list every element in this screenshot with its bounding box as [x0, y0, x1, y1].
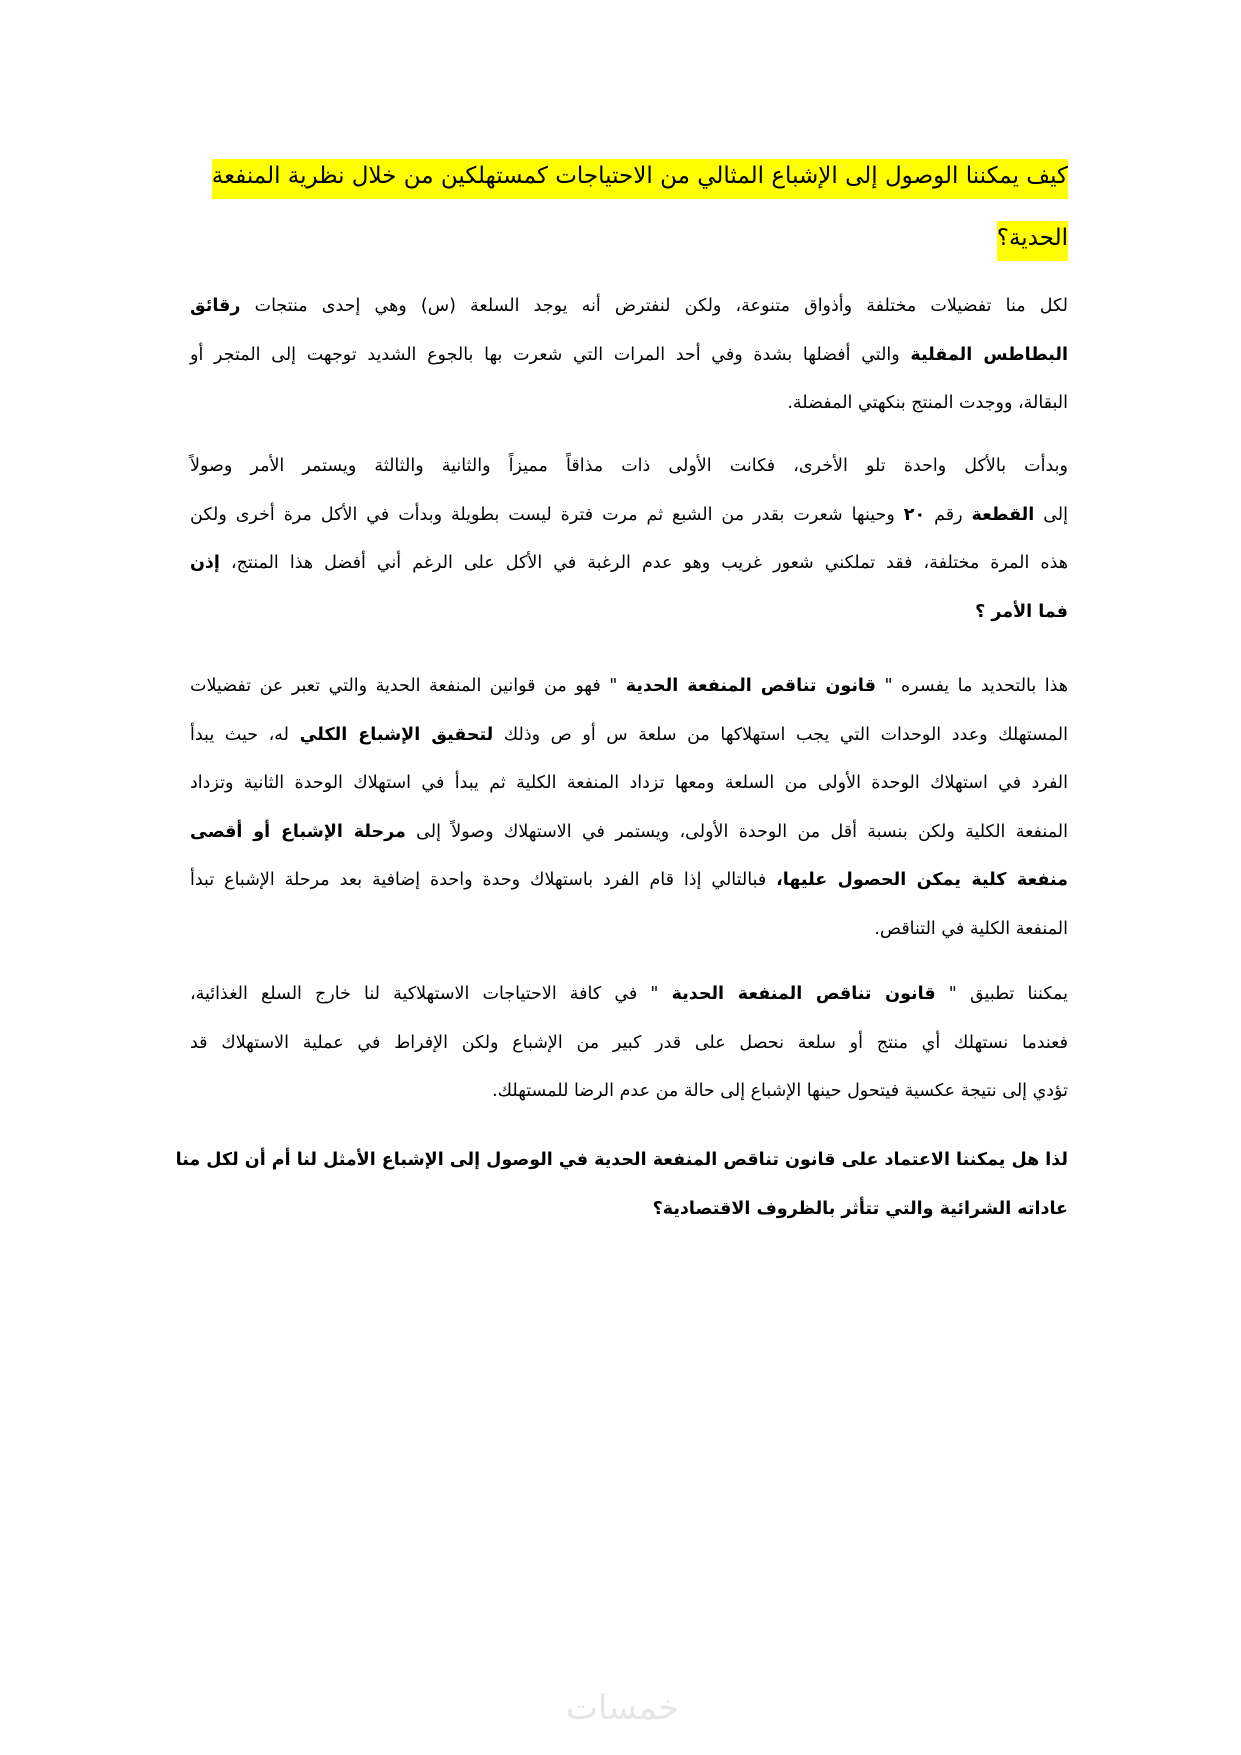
text-segment: إلى	[1034, 504, 1068, 525]
title-line-text: كيف يمكننا الوصول إلى الإشباع المثالي من الاحتياجات كمستهلكين من خلال نظرية المنفعة	[212, 159, 1068, 199]
text-segment: له، حيث يبدأ	[190, 724, 300, 745]
text-line	[190, 979, 1068, 1028]
text-line	[190, 1028, 1068, 1077]
text-segment: والتي أفضلها بشدة وفي أحد المرات التي شعرت بها بالجوع الشديد توجهت إلى المتجر أو	[190, 344, 911, 365]
text-segment: الفرد في استهلاك الوحدة الأولى من السلعة ومعها تزداد المنفعة الكلية ثم يبدأ في استهلاك الوحدة الثانية وتزداد	[190, 773, 1068, 793]
text-segment: وبدأت بالأكل واحدة تلو الأخرى، فكانت الأولى ذات مذاقاً مميزاً والثانية والثالثة ويستمر الأمر وصولاً	[190, 456, 1068, 476]
bold-text: قانون تناقص المنفعة الحدية	[671, 984, 936, 1004]
text-segment: هذه المرة مختلفة، فقد تملكني شعور غريب وهو عدم الرغبة في الأكل على الرغم أني أفضل هذا المنتج،	[219, 553, 1068, 573]
text-segment: فبالتالي إذا قام الفرد باستهلاك وحدة واحدة إضافية بعد مرحلة الإشباع تبدأ	[190, 870, 777, 890]
text-line	[190, 388, 1068, 437]
text-line	[190, 865, 1068, 914]
bold-text: قانون تناقص المنفعة الحدية	[625, 676, 876, 696]
text-line	[190, 671, 1068, 720]
text-line	[190, 451, 1068, 500]
bold-text: مرحلة الإشباع أو أقصى	[190, 821, 406, 842]
text-line	[175, 1145, 1068, 1194]
bold-text: لذا هل يمكننا الاعتماد على قانون تناقص المنفعة الحدية في الوصول إلى الإشباع الأمثل لنا أم أن لكل منا	[175, 1150, 1068, 1170]
text-segment: رقم	[925, 504, 972, 525]
text-segment: " فهو من قوانين المنفعة الحدية والتي تعبر عن تفضيلات	[190, 676, 626, 696]
text-line	[190, 768, 1068, 817]
text-segment: البقالة، ووجدت المنتج بنكهتي المفضلة.	[787, 393, 1068, 413]
bold-text: إذن	[190, 553, 220, 573]
text-segment: المنفعة الكلية ولكن بنسبة أقل من الوحدة الأولى، ويستمر في الاستهلاك وصولاً إلى	[405, 821, 1069, 842]
paragraph-5	[175, 1145, 1068, 1242]
text-line	[190, 597, 1068, 646]
text-segment: تؤدي إلى نتيجة عكسية فيتحول حينها الإشباع إلى حالة من عدم الرضا للمستهلك.	[492, 1081, 1068, 1101]
text-segment: فعندما نستهلك أي منتج أو سلعة نحصل على قدر كبير من الإشباع ولكن الإفراط في عملية الاستهلاك قد	[190, 1032, 1068, 1053]
text-segment: المنفعة الكلية في التناقص.	[874, 918, 1068, 939]
text-segment: لكل منا تفضيلات مختلفة وأذواق متنوعة، ولكن لنفترض أنه يوجد السلعة (س) وهي إحدى منتجات	[240, 296, 1068, 316]
text-line	[190, 817, 1068, 866]
bold-text: فما الأمر ؟	[975, 601, 1068, 622]
text-segment: وحينها شعرت بقدر من الشبع ثم مرت فترة ليست بطويلة وبدأت في الأكل مرة أخرى ولكن	[190, 504, 904, 525]
bold-text: البطاطس المقلية	[910, 344, 1068, 365]
paragraph-2	[190, 451, 1068, 645]
title-line-text: الحدية؟	[997, 221, 1068, 261]
text-line	[190, 720, 1068, 769]
text-line	[190, 500, 1068, 549]
text-line	[190, 1194, 1068, 1243]
document-title	[188, 152, 1068, 276]
title-line	[188, 214, 1068, 276]
text-segment: " في كافة الاحتياجات الاستهلاكية لنا خارج السلع الغذائية،	[190, 984, 672, 1004]
text-line	[190, 1076, 1068, 1125]
bold-text: منفعة كلية يمكن الحصول عليها،	[776, 870, 1068, 890]
text-line	[190, 291, 1068, 340]
text-line	[190, 914, 1068, 963]
title-line	[188, 152, 1068, 214]
bold-text: لتحقيق الإشباع الكلي	[299, 724, 494, 745]
bold-text: القطعة	[971, 504, 1035, 525]
text-segment: يمكننا تطبيق "	[935, 984, 1068, 1004]
paragraph-4	[190, 979, 1068, 1125]
bold-text: رقائق	[190, 296, 241, 316]
paragraph-3	[190, 671, 1068, 962]
text-segment: المستهلك وعدد الوحدات التي يجب استهلاكها من سلعة س أو ص وذلك	[493, 724, 1068, 745]
khamsat-watermark-logo: خمسات	[565, 1688, 680, 1728]
text-segment: هذا بالتحديد ما يفسره "	[875, 676, 1068, 696]
bold-text: ٢٠	[903, 504, 926, 525]
text-line	[190, 340, 1068, 389]
bold-text: عاداته الشرائية والتي تتأثر بالظروف الاقتصادية؟	[652, 1198, 1068, 1219]
paragraph-1	[190, 291, 1068, 437]
text-line	[190, 548, 1068, 597]
